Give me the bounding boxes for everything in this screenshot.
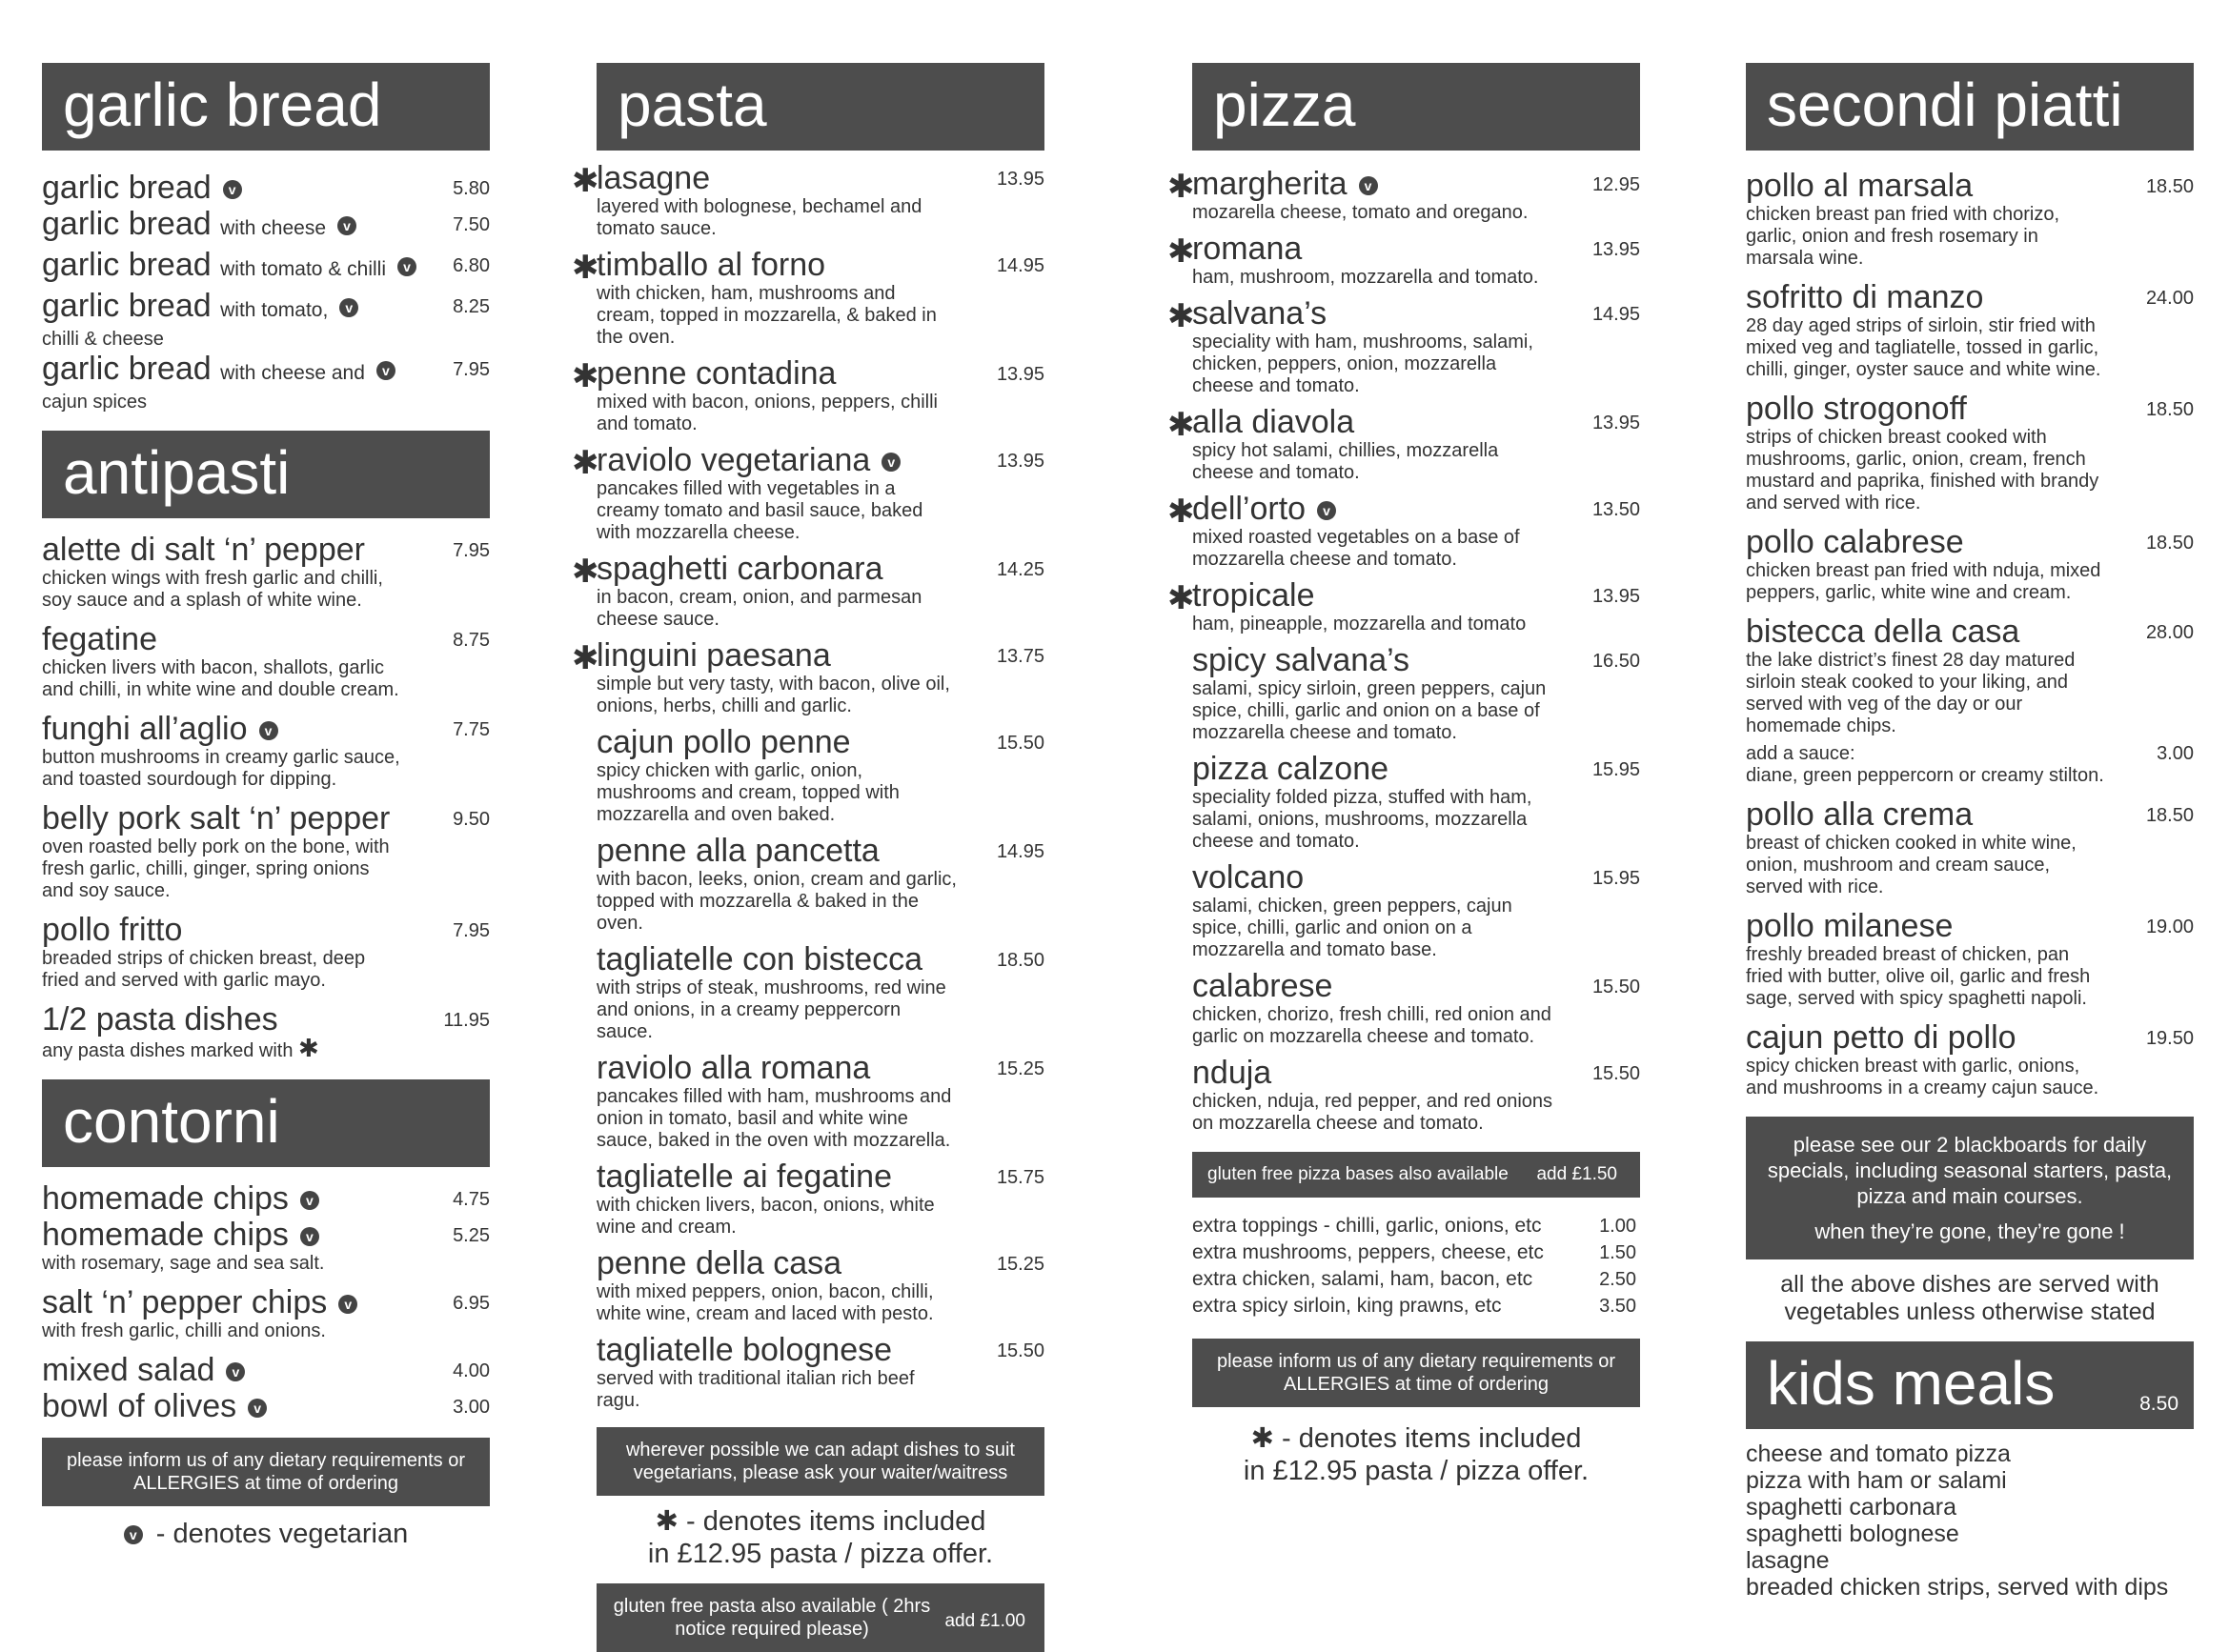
vegetarian-icon: v (259, 721, 278, 740)
section-header-pasta: pasta (597, 63, 1044, 151)
item-description: breast of chicken cooked in white wine, onion, mushroom and cream sauce, served with rice. (1746, 833, 2077, 897)
star-icon: ✱ (572, 163, 599, 199)
menu-item (1746, 524, 2194, 604)
item-name: spaghetti carbonara (597, 551, 883, 587)
item-description: the lake district’s finest 28 day matured sirloin steak cooked to your liking, and served with veg of the day or our homemade chips. (1746, 650, 2076, 736)
menu-item (42, 621, 490, 701)
item-name: alette di salt ‘n’ pepper (42, 532, 365, 568)
item-name: pollo strogonoff (1746, 391, 1967, 427)
extra-price: 1.00 (1599, 1216, 1636, 1237)
item-price: 18.50 (2145, 176, 2194, 197)
star-icon: ✱ (1167, 407, 1195, 443)
item-price: 4.75 (453, 1189, 490, 1210)
menu-item (597, 941, 1044, 1043)
item-name: raviolo vegetariana (597, 442, 871, 478)
menu-item (1746, 796, 2194, 898)
vegetarian-icon: v (339, 298, 358, 317)
item-description: ham, mushroom, mozzarella and tomato. (1192, 267, 1539, 288)
item-name: nduja (1192, 1055, 1272, 1091)
menu-item (1746, 168, 2194, 270)
star-icon: ✱ (572, 250, 599, 286)
section-header-garlic-bread: garlic bread (42, 63, 490, 151)
item-suffix: with tomato & chilli (220, 258, 387, 280)
item-description: chicken, chorizo, fresh chilli, red onion and garlic on mozzarella cheese and tomato. (1192, 1004, 1551, 1047)
item-price: 7.95 (453, 920, 490, 941)
menu-item (1192, 642, 1640, 744)
sauce-addon (1746, 743, 2194, 787)
item-price: 13.95 (1591, 586, 1640, 607)
item-name: bistecca della casa (1746, 614, 2020, 650)
vegetarian-icon: v (300, 1191, 319, 1210)
item-price: 15.95 (1591, 759, 1640, 780)
menu-item (570, 637, 1044, 717)
menu-item (1165, 295, 1640, 397)
item-name: garlic bread (42, 351, 212, 387)
item-name: dell’orto (1192, 491, 1307, 527)
gluten-free-pizza-notice (1192, 1152, 1640, 1198)
vegetarian-icon: v (397, 257, 416, 276)
item-description: chicken, nduja, red pepper, and red onions on mozzarella cheese and tomato. (1192, 1091, 1553, 1134)
garlic-bread-list (42, 170, 490, 413)
vegetarian-icon: v (376, 361, 395, 380)
item-description: chicken breast pan fried with chorizo, garlic, onion and fresh rosemary in marsala wine. (1746, 204, 2060, 269)
menu-item (42, 1217, 490, 1275)
menu-item (597, 1245, 1044, 1325)
kids-meals-list (1746, 1440, 2194, 1601)
list-item: cheese and tomato pizza (1746, 1440, 2011, 1467)
vegetarian-icon: v (124, 1525, 143, 1544)
extra-label: extra mushrooms, peppers, cheese, etc (1192, 1241, 1544, 1263)
menu-item (570, 551, 1044, 631)
item-price: 18.50 (2145, 805, 2194, 826)
item-description: simple but very tasty, with bacon, olive oil, onions, herbs, chilli and garlic. (597, 674, 950, 716)
star-icon: ✱ (572, 358, 599, 394)
menu-item (1165, 491, 1640, 571)
menu-item (570, 247, 1044, 349)
item-name: funghi all’aglio (42, 711, 248, 747)
star-icon: ✱ (1167, 580, 1195, 616)
vegetarian-icon: v (223, 180, 242, 199)
item-name: lasagne (597, 160, 711, 196)
extra-label: extra toppings - chilli, garlic, onions, etc (1192, 1215, 1542, 1237)
item-name: garlic bread (42, 288, 212, 324)
extra-price: 2.50 (1599, 1269, 1636, 1290)
item-name: pollo milanese (1746, 908, 1954, 944)
vegetarian-adapt-notice: wherever possible we can adapt dishes to suit vegetarians, please ask your waiter/waitress (597, 1427, 1044, 1496)
section-header-antipasti: antipasti (42, 431, 490, 518)
item-name: margherita (1192, 166, 1348, 202)
item-description: chicken breast pan fried with nduja, mixed peppers, garlic, white wine and cream. (1746, 560, 2101, 603)
item-description: with fresh garlic, chilli and onions. (42, 1320, 326, 1341)
item-description: 28 day aged strips of sirloin, stir fried with mixed veg and tagliatelle, tossed in garlic, chilli, ginger, oyster sauce and white wine. (1746, 315, 2101, 380)
item-name: pollo calabrese (1746, 524, 1964, 560)
item-name: mixed salad (42, 1352, 215, 1388)
star-icon: ✱ (298, 1034, 319, 1062)
item-name: belly pork salt ‘n’ pepper (42, 800, 391, 836)
item-name: tagliatelle ai fegatine (597, 1158, 893, 1195)
item-name: romana (1192, 231, 1303, 267)
item-name: cajun petto di pollo (1746, 1019, 2016, 1056)
pizza-list (1167, 166, 1640, 1135)
item-name: garlic bread (42, 170, 212, 206)
item-description: with bacon, leeks, onion, cream and garlic, topped with mozzarella & baked in the oven. (597, 869, 957, 934)
menu-item (597, 1332, 1044, 1412)
kids-meals-price: 8.50 (2139, 1393, 2178, 1415)
item-price: 19.00 (2145, 917, 2194, 937)
item-description: freshly breaded breast of chicken, pan fried with butter, olive oil, garlic and fresh sage, served with spicy spaghetti napoli. (1746, 944, 2091, 1009)
gluten-free-pizza-price: add £1.50 (1536, 1164, 1617, 1184)
item-price: 15.25 (996, 1254, 1044, 1275)
item-description: served with traditional italian rich beef ragu. (597, 1368, 915, 1411)
menu-item (570, 442, 1044, 544)
blackboard-specials-text: please see our 2 blackboards for daily specials, including seasonal starters, pasta, pizza and main courses. (1767, 1133, 2173, 1208)
item-description: speciality with ham, mushrooms, salami, chicken, peppers, onion, mozzarella cheese and tomato. (1192, 332, 1533, 396)
offer-legend-line-1: - denotes items included (686, 1506, 986, 1537)
item-description: layered with bolognese, bechamel and tomato sauce. (597, 196, 922, 239)
item-price: 15.25 (996, 1058, 1044, 1079)
star-icon: ✱ (1167, 494, 1195, 530)
extra-row (1192, 1293, 1636, 1320)
extra-row (1192, 1213, 1636, 1239)
star-icon: ✱ (1167, 298, 1195, 334)
item-name: sofritto di manzo (1746, 279, 1984, 315)
menu-item (570, 160, 1044, 240)
item-description: with mixed peppers, onion, bacon, chilli, white wine, cream and laced with pesto. (597, 1281, 934, 1324)
item-price: 7.75 (453, 719, 490, 740)
item-name: fegatine (42, 621, 157, 657)
contorni-list (42, 1180, 490, 1424)
menu-item (1165, 231, 1640, 289)
gluten-free-pasta-notice (597, 1583, 1044, 1652)
item-price: 5.25 (453, 1225, 490, 1246)
menu-item (1192, 1055, 1640, 1135)
antipasti-list (42, 532, 490, 1062)
list-item: spaghetti bolognese (1746, 1521, 1959, 1547)
menu-item (1165, 166, 1640, 224)
item-price: 18.50 (2145, 399, 2194, 420)
star-icon: ✱ (572, 445, 599, 481)
item-description: spicy chicken breast with garlic, onions, and mushrooms in a creamy cajun sauce. (1746, 1056, 2099, 1098)
menu-item (42, 206, 490, 247)
item-price: 13.95 (1591, 413, 1640, 433)
extra-label: extra chicken, salami, ham, bacon, etc (1192, 1268, 1533, 1290)
item-suffix: with tomato, (220, 299, 329, 321)
item-name: garlic bread (42, 247, 212, 283)
star-icon: ✱ (1167, 169, 1195, 205)
menu-item (1746, 279, 2194, 381)
item-description: salami, chicken, green peppers, cajun spice, chilli, garlic and onion on a mozzarella and tomato base. (1192, 896, 1512, 960)
item-description: in bacon, cream, onion, and parmesan cheese sauce. (597, 587, 922, 630)
item-price: 14.95 (996, 255, 1044, 276)
offer-legend-line-1: - denotes items included (1282, 1423, 1582, 1454)
menu-item (1746, 391, 2194, 514)
menu-item (42, 1284, 490, 1342)
item-name: pollo alla crema (1746, 796, 1974, 833)
dietary-notice: please inform us of any dietary requirements or ALLERGIES at time of ordering (1192, 1339, 1640, 1407)
item-name: raviolo alla romana (597, 1050, 871, 1086)
menu-item (597, 1158, 1044, 1239)
item-name: penne della casa (597, 1245, 842, 1281)
menu-item (42, 288, 490, 351)
section-header-contorni: contorni (42, 1079, 490, 1167)
menu-item (42, 247, 490, 288)
vegetarian-icon: v (1359, 176, 1378, 195)
star-icon: ✱ (655, 1506, 679, 1537)
vegetarian-icon: v (226, 1362, 245, 1381)
sauce-label: add a sauce: (1746, 743, 1855, 764)
item-price: 14.95 (996, 841, 1044, 862)
menu-item (1746, 908, 2194, 1010)
vegetarian-icon: v (300, 1227, 319, 1246)
menu-item (42, 1180, 490, 1217)
item-price: 8.75 (453, 630, 490, 651)
menu-item (1192, 968, 1640, 1048)
item-price: 16.50 (1591, 651, 1640, 672)
item-description: with rosemary, sage and sea salt. (42, 1253, 325, 1274)
vegetarian-icon: v (337, 216, 356, 235)
star-icon: ✱ (1167, 233, 1195, 270)
item-description: strips of chicken breast cooked with mushrooms, garlic, onion, cream, french mustard and paprika, finished with brandy and served with rice. (1746, 427, 2099, 514)
item-description: with chicken, ham, mushrooms and cream, topped in mozzarella, & baked in the oven. (597, 283, 937, 348)
item-price: 12.95 (1591, 174, 1640, 195)
sauce-price: 3.00 (2157, 743, 2194, 764)
item-name: pizza calzone (1192, 751, 1389, 787)
menu-item (597, 1050, 1044, 1152)
item-price: 15.50 (996, 1340, 1044, 1361)
item-price: 24.00 (2145, 288, 2194, 309)
menu-item (42, 532, 490, 612)
item-description: mixed with bacon, onions, peppers, chilli and tomato. (597, 392, 938, 434)
item-description: mixed roasted vegetables on a base of mozzarella cheese and tomato. (1192, 527, 1520, 570)
item-price: 13.75 (996, 646, 1044, 667)
item-name: bowl of olives (42, 1388, 237, 1424)
section-header-kids-meals (1746, 1341, 2194, 1429)
sauce-options: diane, green peppercorn or creamy stilton. (1746, 765, 2104, 786)
extra-row (1192, 1266, 1636, 1293)
extra-price: 3.50 (1599, 1296, 1636, 1317)
menu-item (1165, 404, 1640, 484)
menu-item (42, 170, 490, 206)
item-price: 11.95 (443, 1010, 490, 1031)
item-name: tropicale (1192, 577, 1315, 614)
item-name: calabrese (1192, 968, 1333, 1004)
item-name: alla diavola (1192, 404, 1355, 440)
item-description: cajun spices (42, 392, 148, 413)
item-price: 7.50 (453, 214, 490, 235)
item-name: timballo al forno (597, 247, 826, 283)
item-description: pancakes filled with ham, mushrooms and onion in tomato, basil and white wine sauce, baked in the oven with mozzarella. (597, 1086, 952, 1151)
item-name: volcano (1192, 859, 1305, 896)
menu-item (597, 833, 1044, 935)
gluten-free-pizza-text: gluten free pizza bases also available (1207, 1164, 1509, 1184)
item-name: spicy salvana’s (1192, 642, 1410, 678)
menu-item (1746, 614, 2194, 737)
column-secondi-kids (1746, 63, 2194, 1601)
item-description: with strips of steak, mushrooms, red wine and onions, in a creamy peppercorn sauce. (597, 977, 946, 1042)
column-pizza (1167, 63, 1640, 1487)
item-description: any pasta dishes marked with (42, 1040, 294, 1061)
item-name: penne alla pancetta (597, 833, 880, 869)
item-price: 4.00 (453, 1360, 490, 1381)
item-price: 6.80 (453, 255, 490, 276)
item-price: 3.00 (453, 1397, 490, 1418)
item-suffix: with cheese and (220, 362, 365, 384)
offer-legend-line-2: in £12.95 pasta / pizza offer. (1243, 1456, 1590, 1486)
section-header-secondi-piatti: secondi piatti (1746, 63, 2194, 151)
item-description: chicken livers with bacon, shallots, garlic and chilli, in white wine and double cream. (42, 657, 399, 700)
blackboard-gone-text: when they’re gone, they’re gone ! (1814, 1219, 2125, 1243)
vegetarian-icon: v (338, 1295, 357, 1314)
menu-item (1746, 1019, 2194, 1099)
kids-meals-title: kids meals (1767, 1349, 2056, 1418)
vegetarian-icon: v (1317, 501, 1336, 520)
item-price: 13.95 (996, 451, 1044, 472)
item-description: mozarella cheese, tomato and oregano. (1192, 202, 1529, 223)
extras-list (1192, 1213, 1640, 1320)
item-name: penne contadina (597, 355, 837, 392)
item-price: 15.75 (996, 1167, 1044, 1188)
item-description: pancakes filled with vegetables in a creamy tomato and basil sauce, baked with mozzarella cheese. (597, 478, 923, 543)
vegetarian-legend (42, 1518, 490, 1550)
item-price: 18.50 (2145, 533, 2194, 554)
item-description: spicy chicken with garlic, onion, mushrooms and cream, topped with mozzarella and oven baked. (597, 760, 900, 825)
item-price: 9.50 (453, 809, 490, 830)
item-name: salt ‘n’ pepper chips (42, 1284, 328, 1320)
item-description: breaded strips of chicken breast, deep fried and served with garlic mayo. (42, 948, 366, 991)
star-icon: ✱ (572, 554, 599, 590)
list-item: spaghetti carbonara (1746, 1494, 1956, 1521)
item-name: tagliatelle con bistecca (597, 941, 923, 977)
item-description: oven roasted belly pork on the bone, with fresh garlic, chilli, ginger, spring onions and soy sauce. (42, 836, 390, 901)
gluten-free-pasta-price: add £1.00 (944, 1611, 1025, 1631)
section-header-pizza: pizza (1192, 63, 1640, 151)
item-description: speciality folded pizza, stuffed with ham, salami, onions, mushrooms, mozzarella cheese and tomato. (1192, 787, 1532, 852)
item-name: 1/2 pasta dishes (42, 1001, 278, 1038)
item-price: 8.25 (453, 296, 490, 317)
item-price: 7.95 (453, 359, 490, 380)
item-description: button mushrooms in creamy garlic sauce, and toasted sourdough for dipping. (42, 747, 400, 790)
menu-item (42, 800, 490, 902)
item-description: chilli & cheese (42, 329, 164, 350)
column-pasta (572, 63, 1044, 1652)
item-description: salami, spicy sirloin, green peppers, cajun spice, chilli, garlic and onion on a base of mozzarella cheese and tomato. (1192, 678, 1547, 743)
menu-item (1192, 751, 1640, 853)
column-garlic-antipasti-contorni (42, 63, 490, 1550)
item-price: 15.50 (1591, 977, 1640, 997)
item-name: tagliatelle bolognese (597, 1332, 893, 1368)
item-price: 13.50 (1591, 499, 1640, 520)
item-price: 15.50 (1591, 1063, 1640, 1084)
item-price: 15.95 (1591, 868, 1640, 889)
star-icon: ✱ (572, 640, 599, 676)
menu-item (42, 912, 490, 992)
item-name: salvana’s (1192, 295, 1327, 332)
item-description: spicy hot salami, chillies, mozzarella cheese and tomato. (1192, 440, 1499, 483)
blackboard-specials-notice (1746, 1117, 2194, 1259)
menu-item (42, 351, 490, 413)
item-price: 7.95 (453, 540, 490, 561)
offer-legend (1192, 1422, 1640, 1487)
item-price: 6.95 (453, 1293, 490, 1314)
pasta-list (572, 160, 1044, 1412)
item-name: homemade chips (42, 1217, 289, 1253)
vegetarian-icon: v (881, 453, 901, 472)
item-price: 14.95 (1591, 304, 1640, 325)
vegetarian-legend-text: - denotes vegetarian (155, 1519, 409, 1549)
item-price: 13.95 (996, 169, 1044, 190)
item-name: cajun pollo penne (597, 724, 851, 760)
item-name: homemade chips (42, 1180, 289, 1217)
item-description: chicken wings with fresh garlic and chilli, soy sauce and a splash of white wine. (42, 568, 383, 611)
vegetarian-icon: v (248, 1399, 267, 1418)
list-item: breaded chicken strips, served with dips (1746, 1574, 2169, 1601)
offer-legend (597, 1505, 1044, 1570)
extra-label: extra spicy sirloin, king prawns, etc (1192, 1295, 1502, 1317)
extra-row (1192, 1239, 1636, 1266)
item-price: 18.50 (996, 950, 1044, 971)
menu-item (42, 1352, 490, 1388)
list-item: lasagne (1746, 1547, 1830, 1574)
item-price: 19.50 (2145, 1028, 2194, 1049)
menu-item (42, 1388, 490, 1424)
secondi-list (1746, 168, 2194, 1099)
item-name: pollo fritto (42, 912, 183, 948)
dietary-notice: please inform us of any dietary requirements or ALLERGIES at time of ordering (42, 1438, 490, 1506)
menu-item (570, 355, 1044, 435)
item-description: with chicken livers, bacon, onions, white wine and cream. (597, 1195, 935, 1238)
menu-item (42, 1001, 490, 1062)
item-suffix: with cheese (220, 217, 327, 239)
item-price: 5.80 (453, 178, 490, 199)
menu-item (597, 724, 1044, 826)
item-name: pollo al marsala (1746, 168, 1974, 204)
star-icon: ✱ (1250, 1423, 1274, 1454)
offer-legend-line-2: in £12.95 pasta / pizza offer. (647, 1539, 994, 1569)
menu-item (42, 711, 490, 791)
item-price: 14.25 (996, 559, 1044, 580)
item-name: linguini paesana (597, 637, 831, 674)
item-price: 28.00 (2145, 622, 2194, 643)
list-item: pizza with ham or salami (1746, 1467, 2007, 1494)
menu-item (1192, 859, 1640, 961)
item-price: 13.95 (996, 364, 1044, 385)
menu-item (1165, 577, 1640, 635)
vegetables-note: all the above dishes are served with vegetables unless otherwise stated (1780, 1271, 2159, 1325)
gluten-free-pasta-text: gluten free pasta also available ( 2hrs notice required please) (613, 1596, 931, 1640)
item-price: 15.50 (996, 733, 1044, 754)
extra-price: 1.50 (1599, 1242, 1636, 1263)
item-description: ham, pineapple, mozzarella and tomato (1192, 614, 1527, 635)
item-name: garlic bread (42, 206, 212, 242)
item-price: 13.95 (1591, 239, 1640, 260)
